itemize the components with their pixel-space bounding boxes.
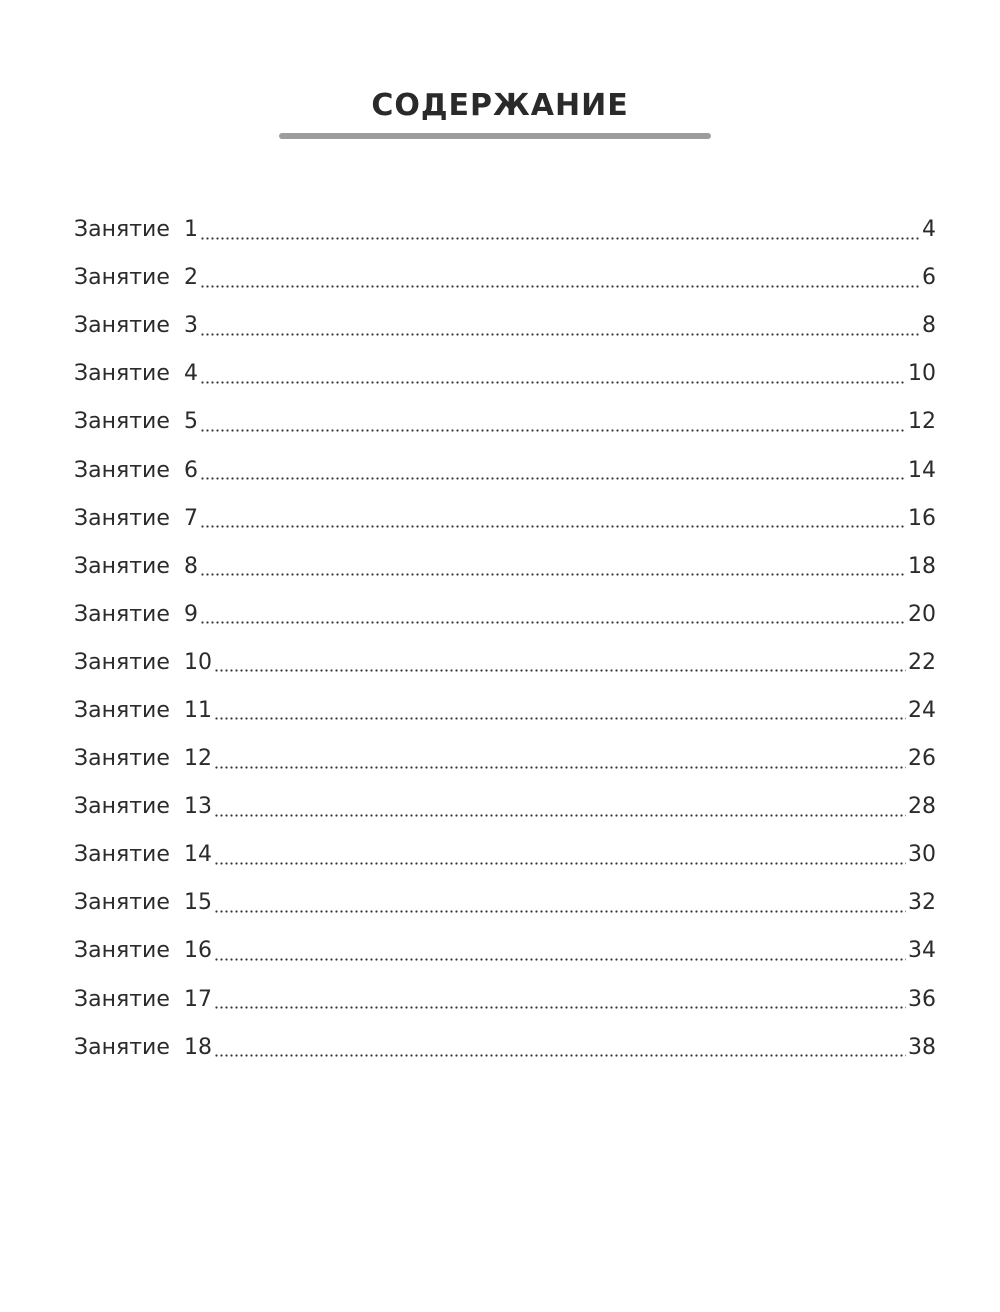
toc-entry-number: 8 [184, 553, 198, 579]
toc-entry-number: 5 [184, 409, 198, 435]
dot-leader [200, 333, 920, 336]
title-underline [279, 133, 711, 139]
toc-entry-number: 9 [184, 601, 198, 627]
toc-entry-label: Занятие [74, 505, 170, 531]
toc-entry[interactable] [74, 254, 936, 302]
toc-entry-number: 4 [184, 361, 198, 387]
toc-entry[interactable] [74, 687, 936, 735]
toc-entry-label: Занятие [74, 553, 170, 579]
toc-entry-number: 3 [184, 313, 198, 339]
toc-entry-number: 2 [184, 265, 198, 291]
toc-entry-label: Занятие [74, 697, 170, 723]
toc-entry-label: Занятие [74, 265, 170, 291]
toc-entry-number: 16 [184, 938, 212, 964]
toc-entry-page: 22 [908, 649, 936, 675]
toc-entry[interactable] [74, 446, 936, 494]
toc-entry[interactable] [74, 398, 936, 446]
toc-entry[interactable] [74, 495, 936, 543]
dot-leader [214, 1006, 906, 1009]
toc-entry-page: 24 [908, 697, 936, 723]
toc-entry-label: Занятие [74, 313, 170, 339]
toc-entry-label: Занятие [74, 601, 170, 627]
toc-entry-number: 13 [184, 794, 212, 820]
toc-entry[interactable] [74, 1024, 936, 1072]
toc-entry-page: 28 [908, 794, 936, 820]
toc-entry-number: 12 [184, 746, 212, 772]
toc-entry-page: 14 [908, 457, 936, 483]
toc-entry-page: 36 [908, 986, 936, 1012]
toc-entry[interactable] [74, 976, 936, 1024]
dot-leader [214, 958, 906, 961]
dot-leader [200, 429, 906, 432]
toc-entry-page: 26 [908, 746, 936, 772]
toc-entry-number: 14 [184, 842, 212, 868]
dot-leader [200, 237, 920, 240]
dot-leader [214, 814, 906, 817]
dot-leader [200, 381, 906, 384]
dot-leader [214, 669, 906, 672]
table-of-contents [74, 206, 936, 1072]
page-title: СОДЕРЖАНИЕ [371, 88, 629, 123]
toc-entry[interactable] [74, 783, 936, 831]
toc-entry-number: 18 [184, 1034, 212, 1060]
toc-entry-label: Занятие [74, 409, 170, 435]
toc-entry-page: 10 [908, 361, 936, 387]
toc-entry[interactable] [74, 879, 936, 927]
toc-entry-page: 38 [908, 1034, 936, 1060]
toc-entry-page: 30 [908, 842, 936, 868]
toc-entry-label: Занятие [74, 890, 170, 916]
toc-entry-number: 15 [184, 890, 212, 916]
toc-entry[interactable] [74, 350, 936, 398]
toc-entry-number: 7 [184, 505, 198, 531]
toc-entry[interactable] [74, 206, 936, 254]
toc-entry-label: Занятие [74, 649, 170, 675]
toc-entry-label: Занятие [74, 361, 170, 387]
toc-entry[interactable] [74, 543, 936, 591]
toc-entry-label: Занятие [74, 986, 170, 1012]
toc-entry-page: 34 [908, 938, 936, 964]
dot-leader [200, 621, 906, 624]
toc-entry-page: 32 [908, 890, 936, 916]
toc-entry-label: Занятие [74, 794, 170, 820]
toc-entry-page: 20 [908, 601, 936, 627]
toc-entry-number: 10 [184, 649, 212, 675]
toc-entry-number: 17 [184, 986, 212, 1012]
dot-leader [214, 717, 906, 720]
dot-leader [200, 285, 920, 288]
toc-entry[interactable] [74, 302, 936, 350]
toc-entry[interactable] [74, 927, 936, 975]
toc-entry-page: 6 [922, 265, 936, 291]
dot-leader [214, 1054, 906, 1057]
toc-entry-label: Занятие [74, 457, 170, 483]
toc-entry-page: 4 [922, 217, 936, 243]
dot-leader [200, 573, 906, 576]
toc-entry-number: 11 [184, 697, 212, 723]
dot-leader [200, 477, 906, 480]
dot-leader [214, 862, 906, 865]
toc-entry[interactable] [74, 591, 936, 639]
toc-entry-label: Занятие [74, 938, 170, 964]
dot-leader [214, 910, 906, 913]
toc-entry-page: 8 [922, 313, 936, 339]
toc-entry-label: Занятие [74, 746, 170, 772]
toc-entry-page: 12 [908, 409, 936, 435]
toc-entry-label: Занятие [74, 1034, 170, 1060]
toc-entry[interactable] [74, 639, 936, 687]
dot-leader [200, 525, 906, 528]
toc-entry[interactable] [74, 831, 936, 879]
toc-entry-page: 16 [908, 505, 936, 531]
toc-entry-label: Занятие [74, 217, 170, 243]
toc-entry-number: 1 [184, 217, 198, 243]
toc-entry[interactable] [74, 735, 936, 783]
dot-leader [214, 766, 906, 769]
toc-entry-page: 18 [908, 553, 936, 579]
toc-entry-number: 6 [184, 457, 198, 483]
toc-entry-label: Занятие [74, 842, 170, 868]
